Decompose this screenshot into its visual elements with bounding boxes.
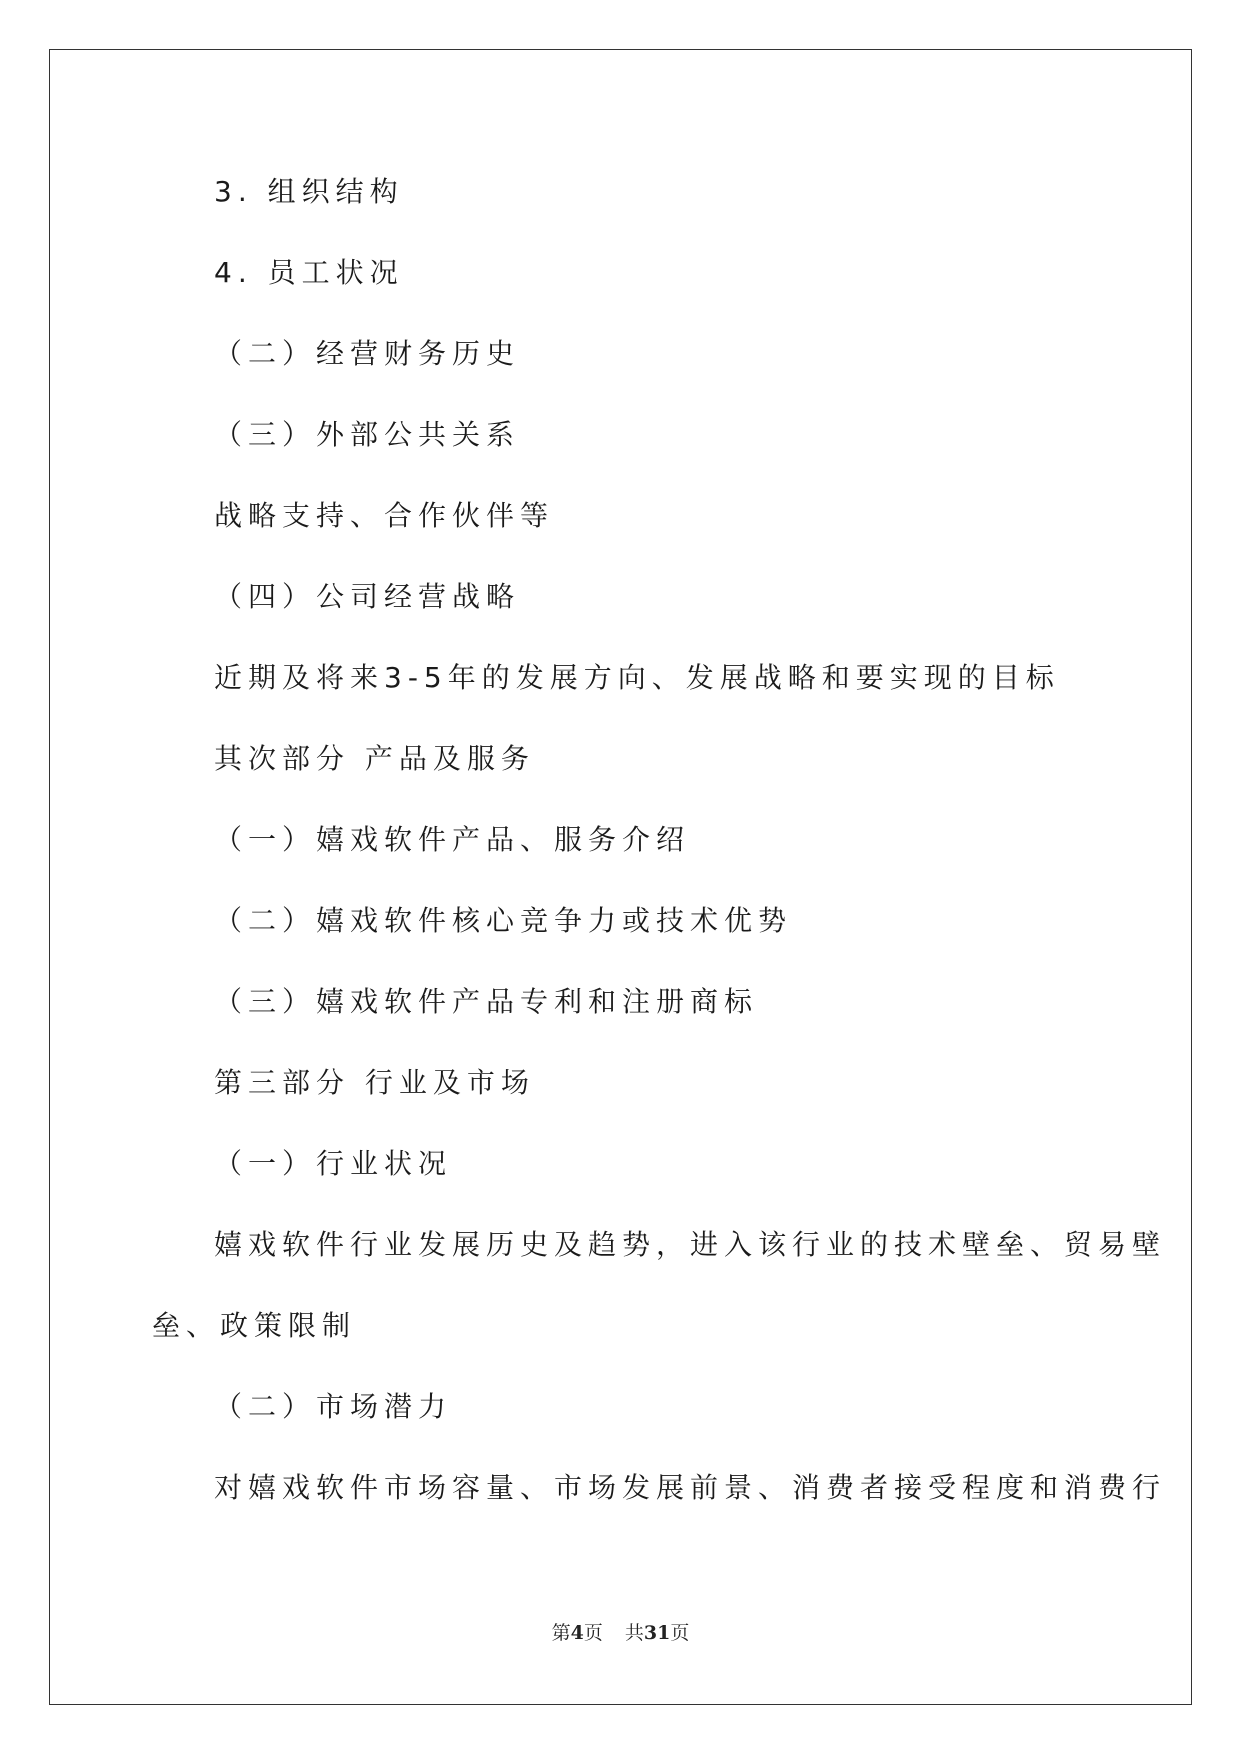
text-line: 3. 组织结构	[214, 175, 404, 208]
text-line: （一）行业状况	[214, 1147, 453, 1180]
text-line: 垒、政策限制	[152, 1309, 357, 1342]
text-line: （二）经营财务历史	[214, 337, 521, 370]
footer-page-prefix: 第	[551, 1622, 571, 1644]
text-line: （二）市场潜力	[214, 1390, 453, 1423]
text-line: 近期及将来3-5年的发展方向、发展战略和要实现的目标	[214, 661, 1060, 694]
text-line: （一）嬉戏软件产品、服务介绍	[214, 823, 691, 856]
text-line: 4. 员工状况	[214, 256, 404, 289]
page-border	[49, 49, 1192, 1705]
text-line: （四）公司经营战略	[214, 580, 521, 613]
section-heading: 第三部分 行业及市场	[214, 1066, 535, 1099]
footer-total-pages: 31	[643, 1622, 671, 1644]
section-heading: 其次部分 产品及服务	[214, 742, 535, 775]
footer-page-number: 4	[570, 1622, 584, 1644]
footer-page-suffix: 页	[583, 1622, 603, 1644]
text-line: 嬉戏软件行业发展历史及趋势，进入该行业的技术壁垒、贸易壁	[214, 1228, 1167, 1261]
footer-total-suffix: 页	[670, 1622, 690, 1644]
text-line: 对嬉戏软件市场容量、市场发展前景、消费者接受程度和消费行	[214, 1471, 1167, 1504]
page-footer	[0, 1618, 1241, 1645]
text-line: 战略支持、合作伙伴等	[214, 499, 555, 532]
footer-total-prefix: 共	[624, 1622, 644, 1644]
text-line: （二）嬉戏软件核心竞争力或技术优势	[214, 904, 793, 937]
text-line: （三）嬉戏软件产品专利和注册商标	[214, 985, 759, 1018]
text-line: （三）外部公共关系	[214, 418, 521, 451]
